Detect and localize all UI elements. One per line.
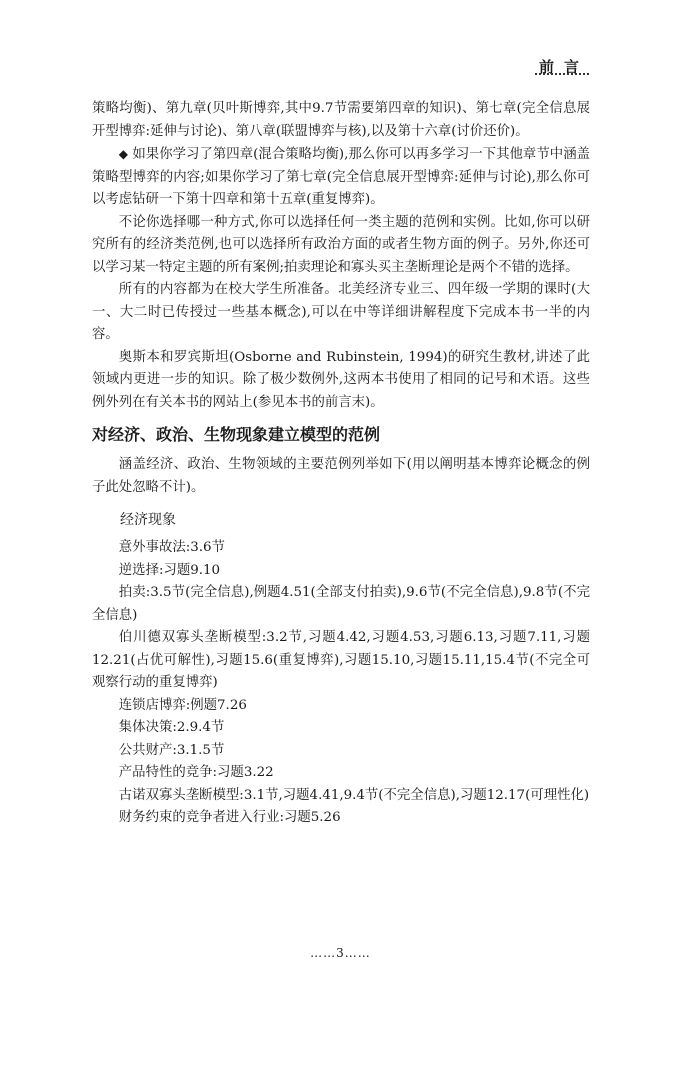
- page-number: ……3……: [310, 946, 371, 960]
- paragraph-1: 策略均衡)、第九章(贝叶斯博弈,其中9.7节需要第四章的知识)、第七章(完全信息展开型博弈:延伸与讨论)、第八章(联盟博弈与核),以及第十六章(讨价还价)。: [92, 101, 590, 139]
- list-item: 意外事故法:3.6节: [118, 540, 225, 555]
- paragraph-2: [92, 143, 590, 212]
- running-head-underline: [535, 73, 589, 75]
- list-item: 古诺双寡头垄断模型:3.1节,习题4.41,9.4节(不完全信息),习题12.17(可理性化): [118, 787, 590, 803]
- list-item: 拍卖:3.5节(完全信息),例题4.51(全部支付拍卖),9.6节(不完全信息),9.8节(不完全信息): [92, 585, 590, 623]
- list-item: 产品特性的竞争:习题3.22: [118, 765, 274, 780]
- list-item: 连锁店博弈:例题7.26: [118, 697, 247, 713]
- paragraph-4: 所有的内容都为在校大学生所准备。北美经济专业三、四年级一学期的课时(大一、大二时已传授过一些基本概念),可以在中等详细讲解程度下完成本书一半的内容。: [92, 282, 590, 342]
- section-intro: 涵盖经济、政治、生物领域的主要范例列举如下(用以阐明基本博弈论概念的例子此处忽略不计)。: [92, 457, 590, 495]
- list-item: 财务约束的竞争者进入行业:习题5.26: [118, 810, 341, 825]
- page-body: [92, 98, 590, 830]
- subsection-title: 经济现象: [120, 512, 176, 528]
- list-item: 集体决策:2.9.4节: [118, 720, 225, 735]
- paragraph-5: 奥斯本和罗宾斯坦(Osborne and Rubinstein, 1994)的研究生教材,讲述了此领域内更进一步的知识。除了极少数例外,这两本书使用了相同的记号和术语。这些例外列在有关本书的网站上(参见本书的前言末)。: [92, 349, 590, 410]
- section-title: 对经济、政治、生物现象建立模型的范例: [92, 425, 381, 444]
- running-head-title: 前言: [538, 58, 589, 76]
- list-item: 公共财产:3.1.5节: [118, 742, 225, 758]
- list-item: 伯川德双寡头垄断模型:3.2节,习题4.42,习题4.53,习题6.13,习题7.11,习题12.21(占优可解性),习题15.6(重复博弈),习题15.10,习题15.11,15.4节(不完全可观察行动的重复博弈): [92, 630, 590, 690]
- bullet-diamond-icon: ◆: [118, 147, 129, 161]
- paragraph-3: 不论你选择哪一种方式,你可以选择任何一类主题的范例和实例。比如,你可以研究所有的经济类范例,也可以选择所有政治方面的或者生物方面的例子。另外,你还可以学习某一特定主题的所有案例;拍卖理论和寡头买主垄断理论是两个不错的选择。: [92, 214, 590, 275]
- list-item: 逆选择:习题9.10: [118, 562, 221, 578]
- paragraph-2-text: 如果你学习了第四章(混合策略均衡),那么你可以再多学习一下其他章节中涵盖策略型博弈的内容;如果你学习了第七章(完全信息展开型博弈:延伸与讨论),那么你可以考虑钻研一下第十四章和第十五章(重复博弈)。: [92, 147, 591, 207]
